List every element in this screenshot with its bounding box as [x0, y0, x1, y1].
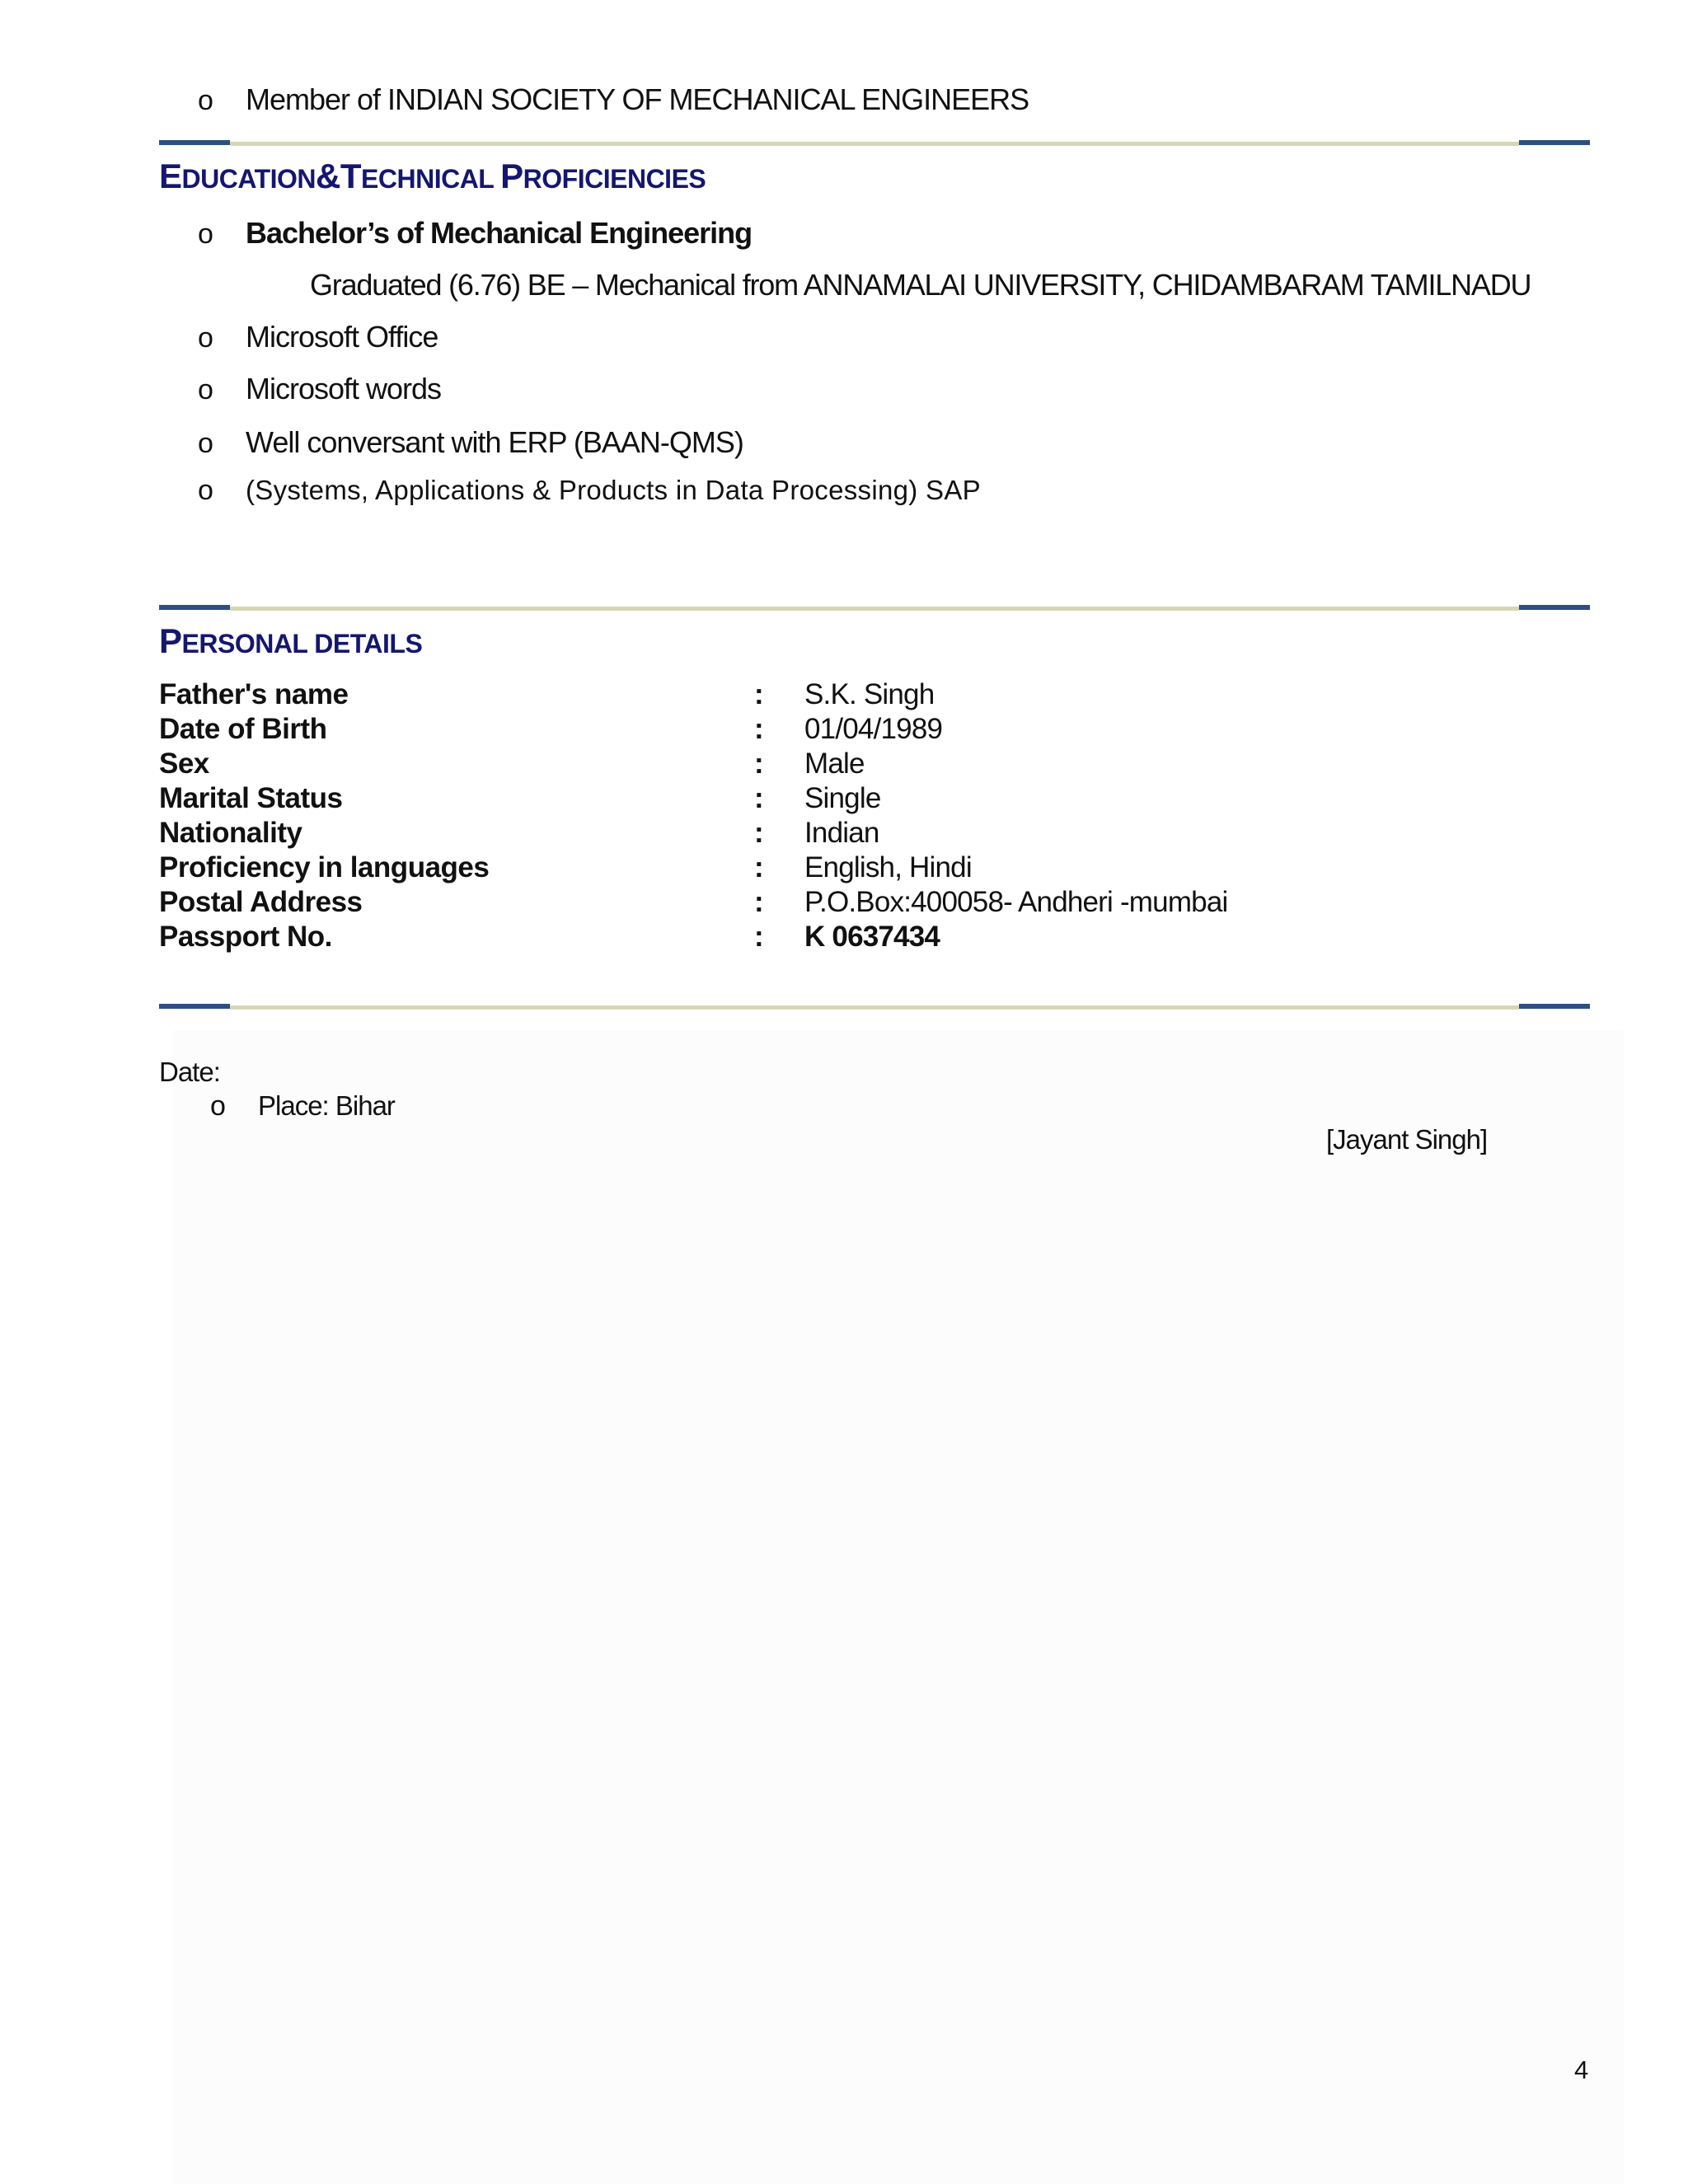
row-colon: :: [754, 782, 764, 814]
row-label: Nationality: [159, 817, 302, 849]
personal-row-marital: [159, 782, 1313, 817]
personal-row-nationality: [159, 817, 1313, 851]
bullet-marker: o: [198, 475, 213, 506]
signature: [Jayant Singh]: [1326, 1124, 1488, 1155]
personal-heading: PERSONAL DETAILS: [159, 621, 423, 660]
skill-text: Microsoft Office: [246, 320, 438, 354]
personal-row-dob: [159, 713, 1313, 748]
bullet-marker: o: [210, 1090, 226, 1122]
row-label: Sex: [159, 748, 209, 780]
row-value: S.K. Singh: [804, 678, 935, 710]
row-label: Passport No.: [159, 921, 332, 953]
row-colon: :: [754, 921, 764, 953]
bullet-marker: o: [198, 428, 213, 459]
row-colon: :: [754, 713, 764, 745]
education-heading: EDUCATION&TECHNICAL PROFICIENCIES: [159, 157, 706, 195]
personal-row-sex: [159, 748, 1313, 782]
row-label: Postal Address: [159, 886, 363, 918]
row-colon: :: [754, 678, 764, 710]
skill-text: Well conversant with ERP (BAAN-QMS): [246, 425, 743, 459]
row-value: P.O.Box:400058- Andheri -mumbai: [804, 886, 1228, 918]
row-colon: :: [754, 748, 764, 780]
skill-item: [198, 320, 438, 354]
personal-row-address: [159, 886, 1313, 921]
row-label: Father's name: [159, 678, 349, 710]
row-label: Date of Birth: [159, 713, 327, 745]
membership-text: Member of INDIAN SOCIETY OF MECHANICAL ENGINEERS: [246, 82, 1029, 116]
skill-item: [198, 475, 981, 507]
row-value: Indian: [804, 817, 879, 849]
row-value: Single: [804, 782, 881, 814]
personal-row-father: [159, 678, 1313, 713]
row-label: Marital Status: [159, 782, 343, 814]
graduation-line: Graduated (6.76) BE – Mechanical from ANNAMALAI UNIVERSITY, CHIDAMBARAM TAMILNADU: [310, 268, 1531, 302]
bullet-marker: o: [198, 374, 213, 405]
skill-item: [198, 425, 743, 460]
skill-text: (Systems, Applications & Products in Data Processing) SAP: [246, 475, 981, 505]
bullet-marker: o: [198, 218, 213, 250]
bullet-marker: o: [198, 85, 213, 116]
date-label: Date:: [159, 1057, 220, 1087]
personal-row-passport: [159, 921, 1313, 955]
row-value: K 0637434: [804, 921, 940, 953]
row-label: Proficiency in languages: [159, 851, 490, 883]
row-colon: :: [754, 886, 764, 918]
row-value: English, Hindi: [804, 851, 972, 883]
degree-text: Bachelor’s of Mechanical Engineering: [246, 216, 753, 250]
section-divider: [159, 140, 1590, 148]
section-divider: [159, 1004, 1590, 1012]
degree-item: [198, 216, 752, 251]
personal-row-languages: [159, 851, 1313, 886]
skill-item: [198, 372, 441, 406]
page-number: 4: [1574, 2055, 1589, 2084]
membership-item: [198, 82, 1029, 117]
place-item: [210, 1090, 395, 1122]
bullet-marker: o: [198, 322, 213, 354]
row-value: 01/04/1989: [804, 713, 943, 745]
row-colon: :: [754, 851, 764, 883]
place-text: Place: Bihar: [258, 1090, 395, 1121]
skill-text: Microsoft words: [246, 372, 442, 405]
row-value: Male: [804, 748, 865, 780]
row-colon: :: [754, 817, 764, 849]
page-shade: [173, 1030, 1624, 2184]
section-divider: [159, 605, 1590, 613]
